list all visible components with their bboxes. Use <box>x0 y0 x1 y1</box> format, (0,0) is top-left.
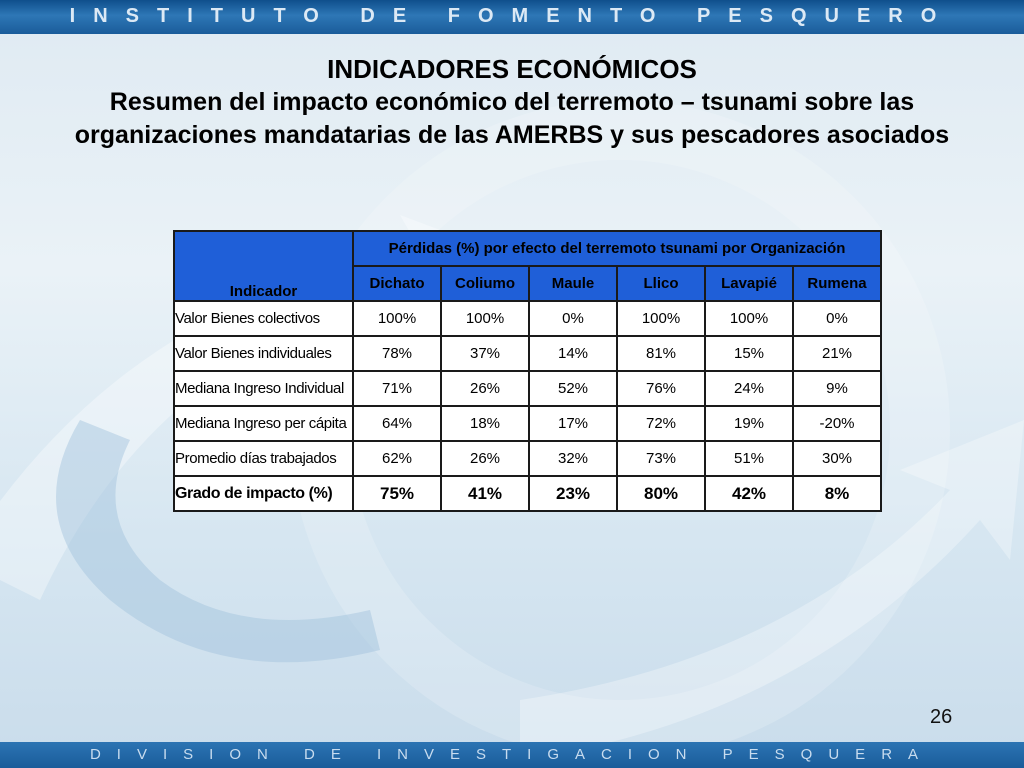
row-label: Mediana Ingreso per cápita <box>174 406 353 441</box>
table-cell: 19% <box>705 406 793 441</box>
table-cell: 18% <box>441 406 529 441</box>
table-cell: 32% <box>529 441 617 476</box>
column-header-llico: Llico <box>617 266 705 301</box>
table-cell: 9% <box>793 371 881 406</box>
page-number: 26 <box>930 706 953 728</box>
slide-title: INDICADORES ECONÓMICOS <box>327 54 697 84</box>
institution-name: INSTITUTO DE FOMENTO PESQUERO <box>69 5 955 27</box>
table-cell: -20% <box>793 406 881 441</box>
row-label: Promedio días trabajados <box>174 441 353 476</box>
table-cell: 17% <box>529 406 617 441</box>
table-cell: 8% <box>793 476 881 511</box>
table-row <box>174 371 881 406</box>
table-cell: 41% <box>441 476 529 511</box>
table-cell: 23% <box>529 476 617 511</box>
table-cell: 26% <box>441 441 529 476</box>
row-label: Mediana Ingreso Individual <box>174 371 353 406</box>
slide-subtitle-line-1: Resumen del impacto económico del terremoto – tsunami sobre las <box>109 88 915 116</box>
slide-subtitle-line-2: organizaciones mandatarias de las AMERBS y sus pescadores asociados <box>74 121 950 149</box>
table-cell: 62% <box>353 441 441 476</box>
table-cell: 42% <box>705 476 793 511</box>
row-label: Valor Bienes individuales <box>174 336 353 371</box>
table-row <box>174 301 881 336</box>
table-cell: 75% <box>353 476 441 511</box>
slide-titles <box>60 52 964 152</box>
table-cell: 52% <box>529 371 617 406</box>
table-cell: 80% <box>617 476 705 511</box>
table-cell: 15% <box>705 336 793 371</box>
table-cell: 0% <box>529 301 617 336</box>
table-cell: 81% <box>617 336 705 371</box>
top-banner <box>0 0 1024 34</box>
column-header-maule: Maule <box>529 266 617 301</box>
table-cell: 21% <box>793 336 881 371</box>
table-row <box>174 336 881 371</box>
table-cell: 73% <box>617 441 705 476</box>
table-cell: 100% <box>705 301 793 336</box>
table-cell: 78% <box>353 336 441 371</box>
table-cell: 76% <box>617 371 705 406</box>
column-header-lavapie: Lavapié <box>705 266 793 301</box>
table-cell: 71% <box>353 371 441 406</box>
row-label: Valor Bienes colectivos <box>174 301 353 336</box>
indicator-header: Indicador <box>174 231 353 301</box>
table-cell: 26% <box>441 371 529 406</box>
losses-group-header: Pérdidas (%) por efecto del terremoto tsunami por Organización <box>353 231 881 266</box>
bottom-banner <box>0 742 1024 768</box>
table-cell: 100% <box>441 301 529 336</box>
division-name: DIVISION DE INVESTIGACION PESQUERA <box>89 746 935 763</box>
table-cell: 30% <box>793 441 881 476</box>
impact-total-row <box>174 476 881 511</box>
table-cell: 51% <box>705 441 793 476</box>
economic-impact-table <box>173 230 882 512</box>
column-header-dichato: Dichato <box>353 266 441 301</box>
column-header-coliumo: Coliumo <box>441 266 529 301</box>
table-row <box>174 441 881 476</box>
table-cell: 14% <box>529 336 617 371</box>
row-label: Grado de impacto (%) <box>174 476 353 511</box>
table-cell: 37% <box>441 336 529 371</box>
column-header-rumena: Rumena <box>793 266 881 301</box>
table-cell: 100% <box>617 301 705 336</box>
table-cell: 72% <box>617 406 705 441</box>
table-cell: 0% <box>793 301 881 336</box>
table-row <box>174 406 881 441</box>
table-cell: 24% <box>705 371 793 406</box>
table-cell: 64% <box>353 406 441 441</box>
table-cell: 100% <box>353 301 441 336</box>
